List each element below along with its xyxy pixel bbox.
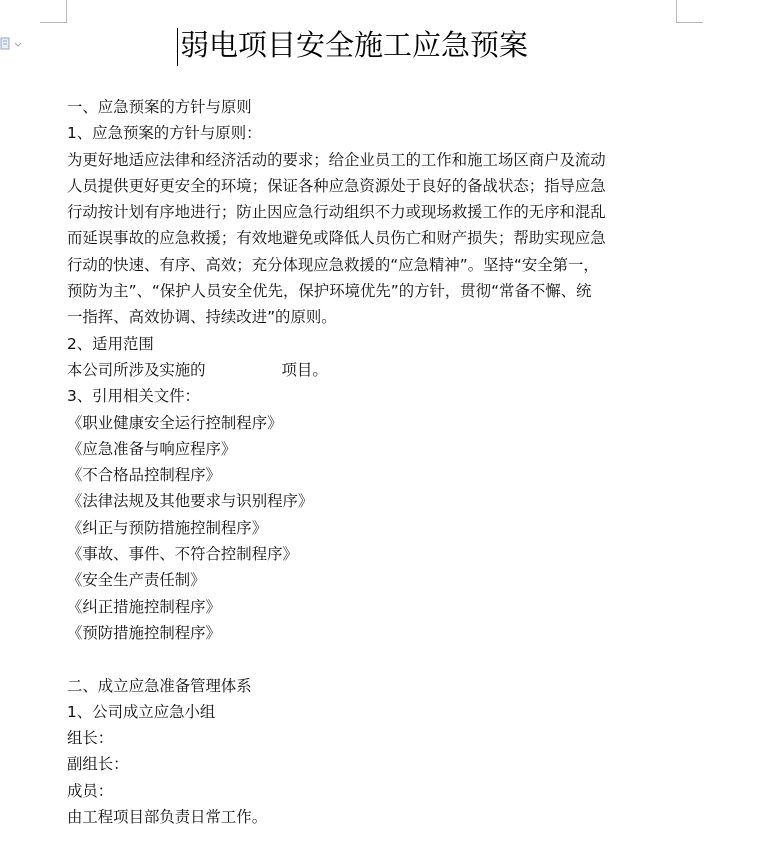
file-item: 《事故、事件、不符合控制程序》 xyxy=(67,545,298,564)
section-heading: 二、成立应急准备管理体系 xyxy=(67,676,252,695)
file-item: 《职业健康安全运行控制程序》 xyxy=(67,413,283,432)
blank-line xyxy=(67,646,697,672)
paragraph-line: 为更好地适应法律和经济活动的要求；给企业员工的工作和施工场区商户及流动 xyxy=(67,150,606,169)
deputy-leader-line: 副组长： xyxy=(67,755,129,774)
file-item: 《预防措施控制程序》 xyxy=(67,623,221,642)
subsection-heading: 1、应急预案的方针与原则： xyxy=(67,124,262,143)
file-item: 《不合格品控制程序》 xyxy=(67,466,221,485)
subsection-heading: 3、引用相关文件： xyxy=(67,387,200,406)
daily-work-line: 由工程项目部负责日常工作。 xyxy=(67,808,268,827)
subsection-heading: 1、公司成立应急小组 xyxy=(67,702,216,721)
crop-mark-top-right xyxy=(676,0,703,23)
paragraph-line: 一指挥、高效协调、持续改进”的原则。 xyxy=(67,308,337,327)
paragraph-line: 行动按计划有序地进行；防止因应急行动组织不力或现场救援工作的无序和混乱 xyxy=(67,203,606,222)
scope-text-start: 本公司所涉及实施的 xyxy=(67,360,206,379)
paragraph-line: 而延误事故的应急救援；有效地避免或降低人员伤亡和财产损失；帮助实现应急 xyxy=(67,229,606,248)
paragraph-line: 预防为主”、“保护人员安全优先，保护环境优先”的方针，贯彻“常备不懈、统 xyxy=(67,282,592,301)
file-item: 《安全生产责任制》 xyxy=(67,571,206,590)
file-item: 《纠正与预防措施控制程序》 xyxy=(67,518,268,537)
file-item: 《应急准备与响应程序》 xyxy=(67,439,237,458)
paragraph-line: 人员提供更好更安全的环境；保证各种应急资源处于良好的备战状态；指导应急 xyxy=(67,176,606,195)
document-icon[interactable] xyxy=(0,36,24,52)
paragraph-line: 行动的快速、有序、高效；充分体现应急救援的“应急精神”。坚持“安全第一， xyxy=(67,255,599,274)
scope-line xyxy=(67,357,697,383)
subsection-heading: 2、适用范围 xyxy=(67,334,154,353)
section-heading: 一、应急预案的方针与原则 xyxy=(67,98,252,116)
leader-line: 组长： xyxy=(67,729,114,748)
document-title: 弱电项目安全施工应急预案 xyxy=(180,28,529,62)
members-line: 成员： xyxy=(67,781,114,800)
text-cursor xyxy=(177,28,178,66)
crop-mark-top-left xyxy=(40,0,67,23)
file-item: 《法律法规及其他要求与识别程序》 xyxy=(67,492,314,511)
scope-text-end: 项目。 xyxy=(281,360,328,379)
file-item: 《纠正措施控制程序》 xyxy=(67,597,221,616)
document-body xyxy=(67,94,697,830)
